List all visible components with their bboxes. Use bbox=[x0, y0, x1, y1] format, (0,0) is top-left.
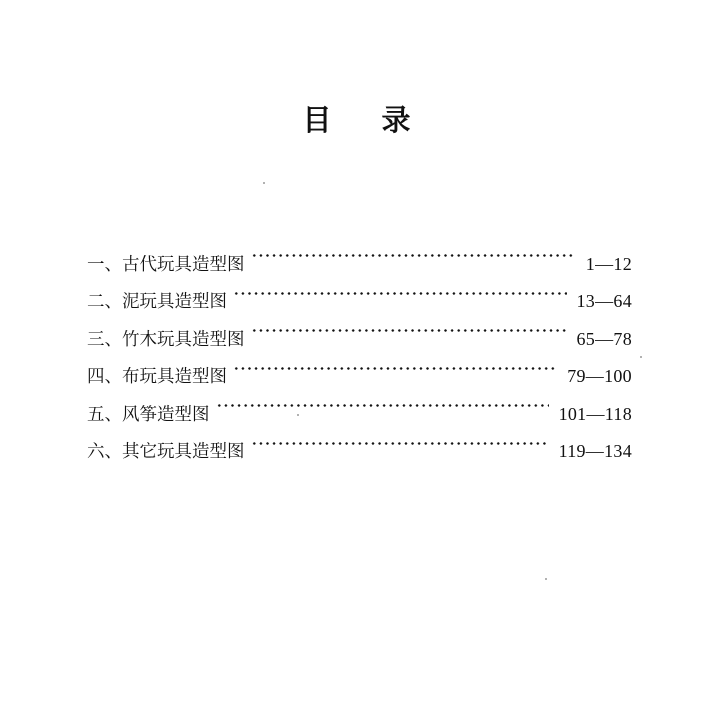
toc-entry-label: 二、泥玩具造型图 bbox=[87, 292, 227, 312]
table-of-contents bbox=[87, 232, 632, 462]
dot-leader bbox=[216, 382, 549, 420]
dot-leader bbox=[251, 232, 576, 270]
toc-entry-pages: 79—100 bbox=[567, 366, 632, 386]
scan-speck bbox=[263, 182, 265, 184]
toc-entry-pages: 119—134 bbox=[558, 441, 632, 461]
toc-entry bbox=[87, 232, 632, 275]
dot-leader bbox=[233, 270, 567, 308]
dot-leader bbox=[251, 420, 549, 458]
toc-entry-label: 六、其它玩具造型图 bbox=[87, 442, 245, 462]
toc-entry-label: 四、布玩具造型图 bbox=[87, 367, 227, 387]
dot-leader bbox=[251, 307, 567, 345]
toc-entry-pages: 13—64 bbox=[576, 291, 632, 311]
toc-entry-pages: 101—118 bbox=[558, 403, 632, 424]
scan-speck bbox=[545, 578, 547, 580]
scan-speck bbox=[640, 356, 642, 358]
toc-entry-pages: 1—12 bbox=[585, 253, 632, 274]
toc-entry-label: 三、竹木玩具造型图 bbox=[87, 329, 245, 350]
scan-speck bbox=[297, 414, 299, 416]
toc-entry-pages: 65—78 bbox=[576, 328, 632, 349]
toc-entry-label: 五、风筝造型图 bbox=[87, 404, 210, 425]
page-title bbox=[0, 100, 713, 140]
dot-leader bbox=[233, 345, 557, 383]
toc-entry-label: 一、古代玩具造型图 bbox=[87, 254, 245, 275]
title-char-2: 录 bbox=[381, 103, 411, 137]
title-char-1: 目 bbox=[302, 103, 332, 137]
